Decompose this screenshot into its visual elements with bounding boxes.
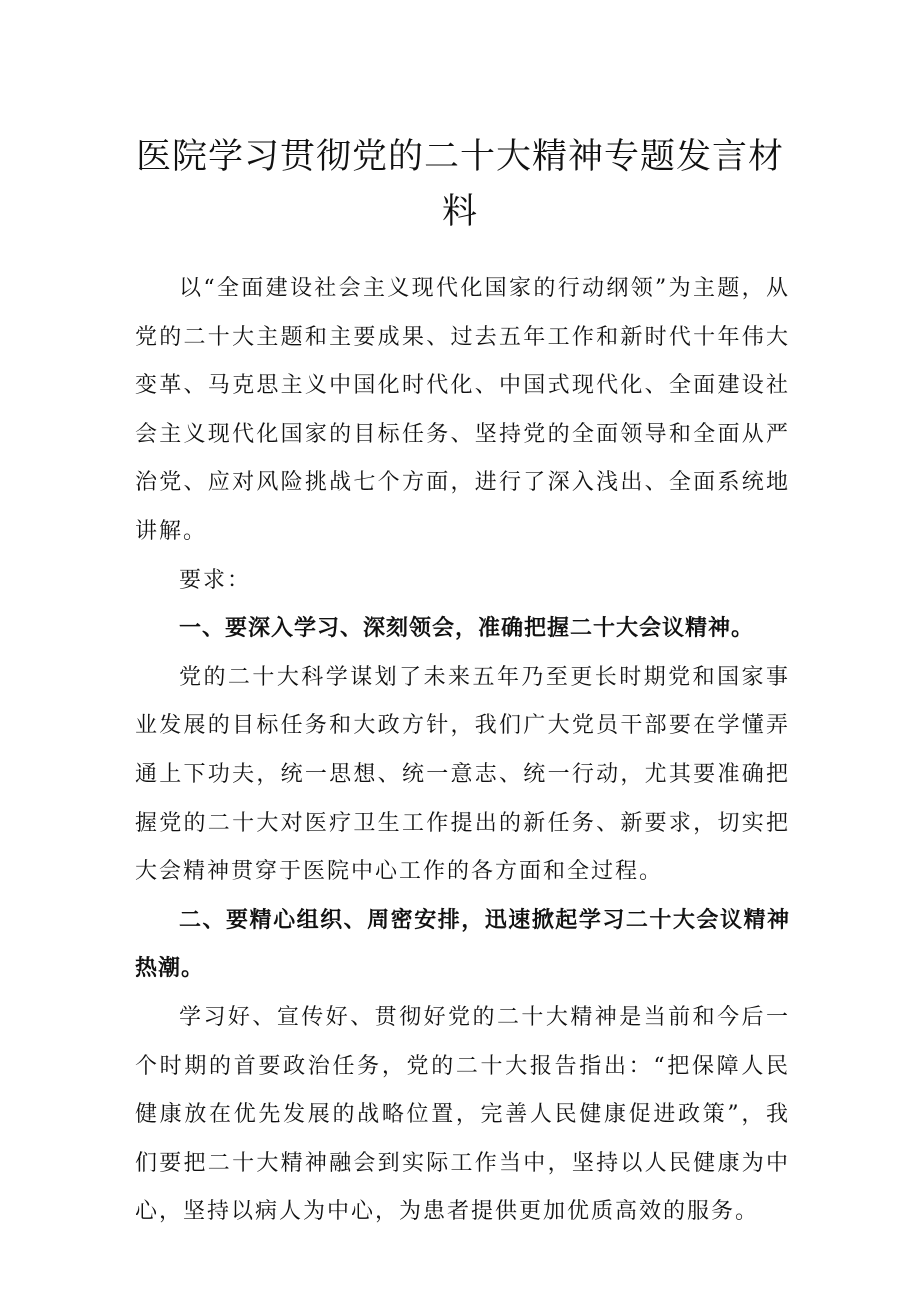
section-heading-1: 一、要深入学习、深刻领会，准确把握二十大会议精神。 [179,616,755,642]
section-heading-2: 二、要精心组织、周密安排，迅速掀起学习二十大会议精神热潮。 [135,907,790,982]
intro-paragraph: 以“全面建设社会主义现代化国家的行动纲领”为主题，从党的二十大主题和主要成果、过去五年工作和新时代十年伟大变革、马克思主义中国化时代化、中国式现代化、全面建设社会主义现代化国家的目标任务、坚持党的全面领导和全面从严治党、应对风险挑战七个方面，进行了深入浅出、全面系统地讲解。 [135,276,790,544]
document-title: 医院学习贯彻党的二十大精神专题发言材料 [135,137,784,232]
requirements-label: 要求： [179,567,252,593]
section-paragraph-1: 党的二十大科学谋划了未来五年乃至更长时期党和国家事业发展的目标任务和大政方针，我们广大党员干部要在学懂弄通上下功夫，统一思想、统一意志、统一行动，尤其要准确把握党的二十大对医疗卫生工作提出的新任务、新要求，切实把大会精神贯穿于医院中心工作的各方面和全过程。 [135,664,790,885]
document-body [135,265,790,1237]
section-paragraph-2: 学习好、宣传好、贯彻好党的二十大精神是当前和今后一个时期的首要政治任务，党的二十大报告指出：“把保障人民健康放在优先发展的战略位置，完善人民健康促进政策”，我们要把二十大精神融会到实际工作当中，坚持以人民健康为中心，坚持以病人为中心，为患者提供更加优质高效的服务。 [135,1004,790,1225]
